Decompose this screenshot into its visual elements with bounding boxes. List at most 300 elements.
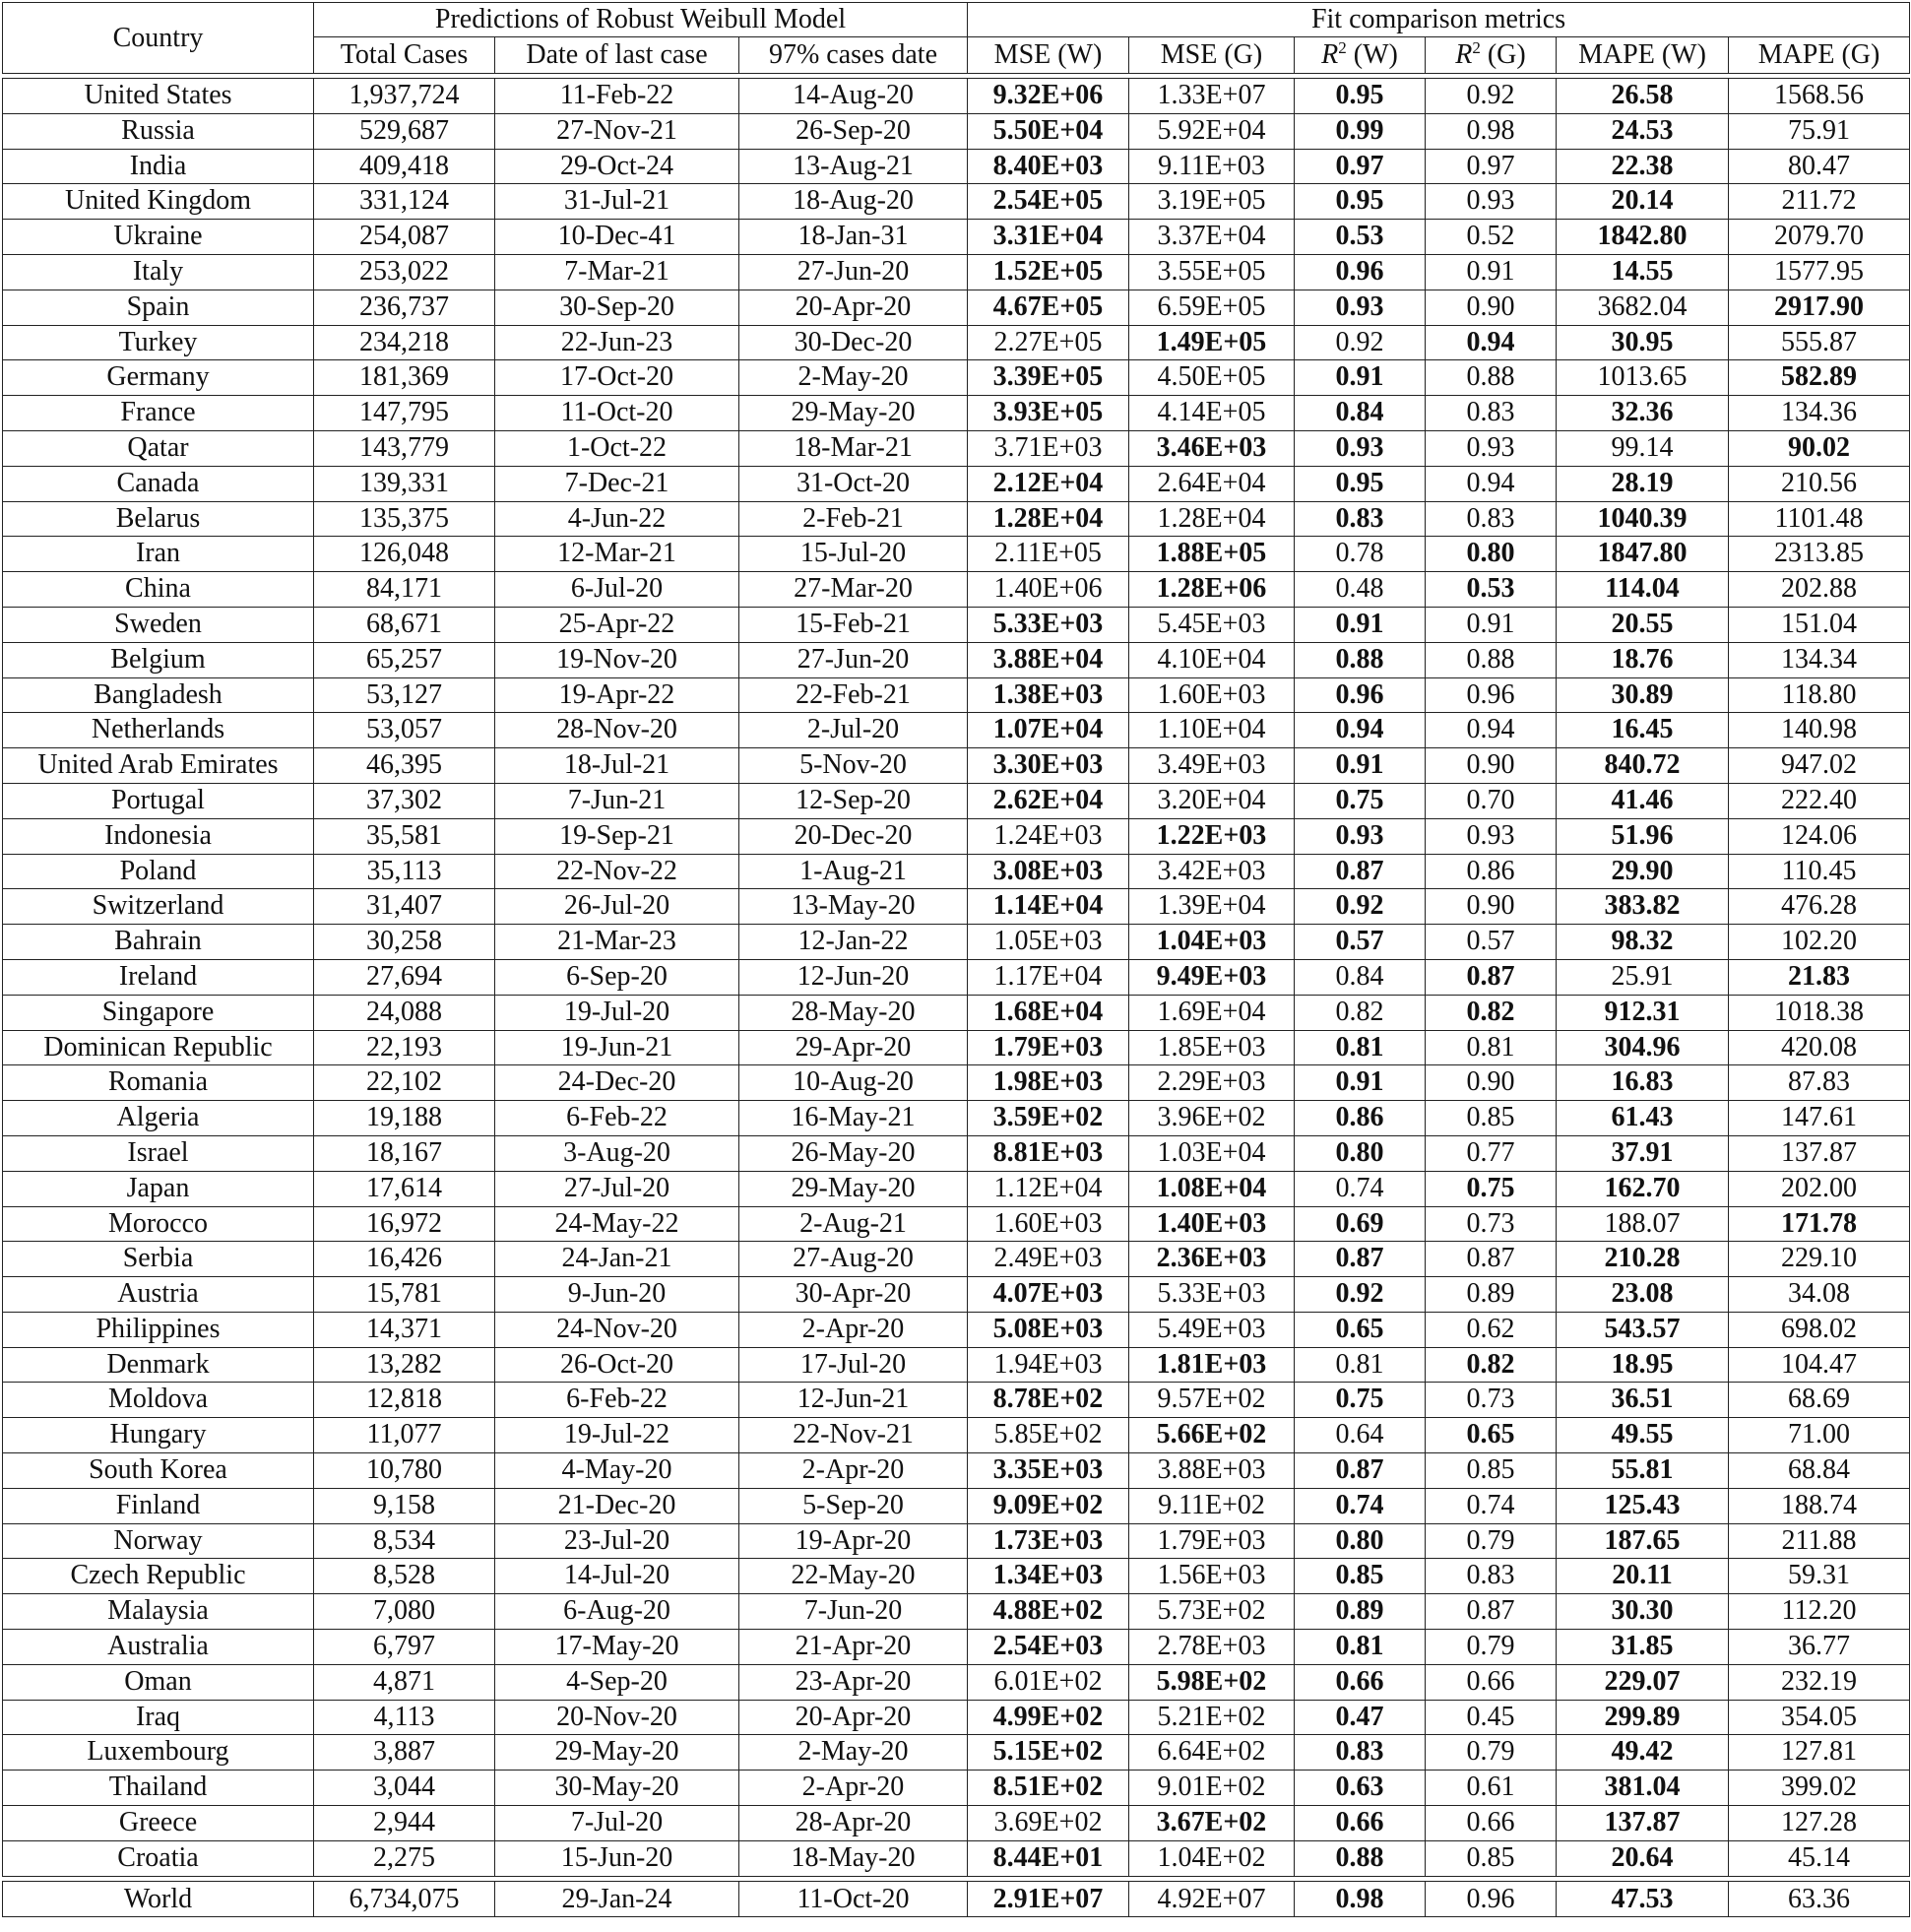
cell-97-cases-date: 15-Feb-21 — [739, 607, 968, 642]
table-row — [3, 501, 1910, 537]
cell-date-last-case: 7-Jun-21 — [495, 783, 739, 818]
cell-country: Austria — [3, 1277, 314, 1313]
cell-mape-g: 71.00 — [1729, 1418, 1910, 1453]
cell-r2-w: 0.85 — [1295, 1559, 1426, 1594]
cell-97-cases-date: 2-Apr-20 — [739, 1453, 968, 1489]
cell-mape-g: 211.72 — [1729, 184, 1910, 220]
cell-mape-w: 188.07 — [1557, 1206, 1729, 1242]
cell-r2-w: 0.81 — [1295, 1347, 1426, 1383]
cell-date-last-case: 1-Oct-22 — [495, 430, 739, 466]
cell-mape-g: 36.77 — [1729, 1630, 1910, 1665]
cell-total-cases: 126,048 — [314, 537, 495, 572]
table-row — [3, 290, 1910, 325]
cell-country: Bangladesh — [3, 677, 314, 713]
cell-mse-w: 3.30E+03 — [968, 748, 1129, 784]
table-row — [3, 254, 1910, 290]
cell-total-cases: 3,044 — [314, 1771, 495, 1806]
cell-r2-w: 0.92 — [1295, 1277, 1426, 1313]
cell-r2-g: 0.94 — [1426, 325, 1557, 360]
cell-r2-w: 0.92 — [1295, 889, 1426, 925]
cell-mape-g: 222.40 — [1729, 783, 1910, 818]
cell-mape-g: 90.02 — [1729, 430, 1910, 466]
cell-97-cases-date: 20-Apr-20 — [739, 290, 968, 325]
cell-mse-g: 1.69E+04 — [1129, 995, 1295, 1030]
world-row — [3, 1881, 1910, 1916]
cell-97-cases-date: 27-Jun-20 — [739, 254, 968, 290]
cell-mse-g: 1.04E+03 — [1129, 925, 1295, 960]
cell-97-cases-date: 27-Mar-20 — [739, 572, 968, 608]
cell-mse-g: 2.78E+03 — [1129, 1630, 1295, 1665]
cell-r2-g: 0.83 — [1426, 1559, 1557, 1594]
cell-mape-g: 45.14 — [1729, 1840, 1910, 1876]
cell-total-cases: 11,077 — [314, 1418, 495, 1453]
cell-mse-w: 3.93E+05 — [968, 396, 1129, 431]
cell-r2-g: 0.88 — [1426, 642, 1557, 677]
cell-r2-w: 0.78 — [1295, 537, 1426, 572]
cell-total-cases: 35,113 — [314, 854, 495, 889]
cell-mse-w: 4.99E+02 — [968, 1700, 1129, 1735]
cell-mse-w: 5.33E+03 — [968, 607, 1129, 642]
cell-date-last-case: 6-Aug-20 — [495, 1594, 739, 1630]
cell-date-last-case: 25-Apr-22 — [495, 607, 739, 642]
cell-date-last-case: 29-Oct-24 — [495, 149, 739, 184]
cell-mape-w: 32.36 — [1557, 396, 1729, 431]
cell-r2-w: 0.88 — [1295, 642, 1426, 677]
cell-mape-w: 16.83 — [1557, 1065, 1729, 1101]
cell-total-cases: 529,687 — [314, 113, 495, 149]
results-table — [2, 2, 1910, 1917]
cell-mape-w: 18.76 — [1557, 642, 1729, 677]
cell-mse-g: 2.29E+03 — [1129, 1065, 1295, 1101]
cell-date-last-case: 6-Feb-22 — [495, 1101, 739, 1136]
cell-country: Denmark — [3, 1347, 314, 1383]
cell-country: Sweden — [3, 607, 314, 642]
cell-mape-g: 59.31 — [1729, 1559, 1910, 1594]
cell-date-last-case: 6-Feb-22 — [495, 1383, 739, 1418]
cell-total-cases: 6,797 — [314, 1630, 495, 1665]
cell-97-cases-date: 2-Apr-20 — [739, 1771, 968, 1806]
cell-97-cases-date: 2-Apr-20 — [739, 1312, 968, 1347]
cell-mape-g: 399.02 — [1729, 1771, 1910, 1806]
cell-r2-g: 0.93 — [1426, 818, 1557, 854]
cell-mse-w: 1.34E+03 — [968, 1559, 1129, 1594]
header-mape-w: MAPE (W) — [1557, 37, 1729, 74]
cell-mape-w: 229.07 — [1557, 1664, 1729, 1700]
cell-mse-g: 5.45E+03 — [1129, 607, 1295, 642]
cell-date-last-case: 20-Nov-20 — [495, 1700, 739, 1735]
table-row — [3, 713, 1910, 748]
cell-97-cases-date: 19-Apr-20 — [739, 1523, 968, 1559]
cell-country: South Korea — [3, 1453, 314, 1489]
cell-mape-g: 134.36 — [1729, 396, 1910, 431]
cell-mape-g: 80.47 — [1729, 149, 1910, 184]
cell-r2-w: 0.95 — [1295, 79, 1426, 114]
cell-country: Israel — [3, 1135, 314, 1171]
cell-mape-w: 30.95 — [1557, 325, 1729, 360]
cell-mse-w: 3.08E+03 — [968, 854, 1129, 889]
cell-mape-g: 1577.95 — [1729, 254, 1910, 290]
cell-date-last-case: 29-Jan-24 — [495, 1881, 739, 1916]
cell-mape-w: 22.38 — [1557, 149, 1729, 184]
cell-date-last-case: 6-Jul-20 — [495, 572, 739, 608]
cell-r2-w: 0.98 — [1295, 1881, 1426, 1916]
cell-date-last-case: 3-Aug-20 — [495, 1135, 739, 1171]
cell-r2-g: 0.75 — [1426, 1171, 1557, 1206]
cell-total-cases: 17,614 — [314, 1171, 495, 1206]
cell-total-cases: 16,972 — [314, 1206, 495, 1242]
r2-g-superscript: 2 — [1472, 38, 1481, 57]
cell-country: United Kingdom — [3, 184, 314, 220]
cell-mse-w: 1.40E+06 — [968, 572, 1129, 608]
cell-r2-w: 0.94 — [1295, 713, 1426, 748]
cell-mse-w: 1.98E+03 — [968, 1065, 1129, 1101]
cell-r2-w: 0.80 — [1295, 1135, 1426, 1171]
cell-total-cases: 15,781 — [314, 1277, 495, 1313]
cell-r2-g: 0.93 — [1426, 184, 1557, 220]
cell-mape-g: 171.78 — [1729, 1206, 1910, 1242]
cell-mse-w: 8.40E+03 — [968, 149, 1129, 184]
cell-97-cases-date: 7-Jun-20 — [739, 1594, 968, 1630]
cell-date-last-case: 4-Jun-22 — [495, 501, 739, 537]
header-group-predictions: Predictions of Robust Weibull Model — [314, 3, 968, 37]
cell-mse-g: 9.01E+02 — [1129, 1771, 1295, 1806]
cell-total-cases: 30,258 — [314, 925, 495, 960]
cell-total-cases: 8,534 — [314, 1523, 495, 1559]
cell-total-cases: 6,734,075 — [314, 1881, 495, 1916]
cell-mape-g: 2917.90 — [1729, 290, 1910, 325]
cell-country: Netherlands — [3, 713, 314, 748]
header-date-last-case: Date of last case — [495, 37, 739, 74]
table-row — [3, 925, 1910, 960]
cell-97-cases-date: 22-May-20 — [739, 1559, 968, 1594]
cell-country: Serbia — [3, 1242, 314, 1277]
cell-mse-g: 3.55E+05 — [1129, 254, 1295, 290]
cell-mape-g: 202.00 — [1729, 1171, 1910, 1206]
cell-date-last-case: 19-Jul-22 — [495, 1418, 739, 1453]
cell-r2-w: 0.53 — [1295, 220, 1426, 255]
table-row — [3, 1101, 1910, 1136]
cell-mape-w: 840.72 — [1557, 748, 1729, 784]
cell-mape-g: 420.08 — [1729, 1030, 1910, 1065]
cell-country: Qatar — [3, 430, 314, 466]
table-row — [3, 1383, 1910, 1418]
cell-total-cases: 331,124 — [314, 184, 495, 220]
cell-mse-w: 1.79E+03 — [968, 1030, 1129, 1065]
cell-total-cases: 143,779 — [314, 430, 495, 466]
cell-date-last-case: 11-Feb-22 — [495, 79, 739, 114]
cell-97-cases-date: 18-Jan-31 — [739, 220, 968, 255]
cell-r2-g: 0.92 — [1426, 79, 1557, 114]
cell-date-last-case: 6-Sep-20 — [495, 959, 739, 995]
cell-r2-w: 0.47 — [1295, 1700, 1426, 1735]
table-row — [3, 1171, 1910, 1206]
cell-97-cases-date: 30-Dec-20 — [739, 325, 968, 360]
cell-r2-g: 0.82 — [1426, 995, 1557, 1030]
cell-97-cases-date: 18-Mar-21 — [739, 430, 968, 466]
cell-97-cases-date: 29-Apr-20 — [739, 1030, 968, 1065]
cell-97-cases-date: 30-Apr-20 — [739, 1277, 968, 1313]
cell-97-cases-date: 23-Apr-20 — [739, 1664, 968, 1700]
table-row — [3, 1347, 1910, 1383]
cell-country: Portugal — [3, 783, 314, 818]
cell-date-last-case: 30-May-20 — [495, 1771, 739, 1806]
cell-date-last-case: 22-Jun-23 — [495, 325, 739, 360]
cell-mape-w: 47.53 — [1557, 1881, 1729, 1916]
cell-mse-g: 4.10E+04 — [1129, 642, 1295, 677]
table-row — [3, 1735, 1910, 1771]
cell-r2-w: 0.89 — [1295, 1594, 1426, 1630]
cell-total-cases: 1,937,724 — [314, 79, 495, 114]
cell-total-cases: 24,088 — [314, 995, 495, 1030]
cell-97-cases-date: 20-Apr-20 — [739, 1700, 968, 1735]
cell-mape-w: 61.43 — [1557, 1101, 1729, 1136]
cell-mse-w: 2.11E+05 — [968, 537, 1129, 572]
cell-total-cases: 2,944 — [314, 1806, 495, 1841]
table-row — [3, 396, 1910, 431]
cell-mape-w: 30.30 — [1557, 1594, 1729, 1630]
table-row — [3, 995, 1910, 1030]
cell-mape-w: 23.08 — [1557, 1277, 1729, 1313]
cell-mse-g: 4.50E+05 — [1129, 360, 1295, 396]
cell-mse-w: 6.01E+02 — [968, 1664, 1129, 1700]
cell-r2-w: 0.80 — [1295, 1523, 1426, 1559]
table-row — [3, 854, 1910, 889]
cell-mse-g: 4.14E+05 — [1129, 396, 1295, 431]
cell-mse-w: 8.81E+03 — [968, 1135, 1129, 1171]
cell-r2-g: 0.96 — [1426, 1881, 1557, 1916]
table-row — [3, 1523, 1910, 1559]
table-row — [3, 1488, 1910, 1523]
cell-mse-w: 1.73E+03 — [968, 1523, 1129, 1559]
cell-r2-g: 0.70 — [1426, 783, 1557, 818]
cell-date-last-case: 24-May-22 — [495, 1206, 739, 1242]
cell-mse-g: 3.42E+03 — [1129, 854, 1295, 889]
cell-date-last-case: 9-Jun-20 — [495, 1277, 739, 1313]
cell-mse-g: 1.85E+03 — [1129, 1030, 1295, 1065]
table-row — [3, 642, 1910, 677]
cell-r2-g: 0.65 — [1426, 1418, 1557, 1453]
cell-r2-g: 0.79 — [1426, 1523, 1557, 1559]
cell-mse-g: 3.96E+02 — [1129, 1101, 1295, 1136]
cell-r2-g: 0.91 — [1426, 607, 1557, 642]
cell-r2-w: 0.87 — [1295, 854, 1426, 889]
cell-r2-g: 0.85 — [1426, 1840, 1557, 1876]
cell-mse-w: 5.50E+04 — [968, 113, 1129, 149]
cell-mape-g: 63.36 — [1729, 1881, 1910, 1916]
cell-mse-g: 3.19E+05 — [1129, 184, 1295, 220]
cell-mape-w: 137.87 — [1557, 1806, 1729, 1841]
cell-country: Germany — [3, 360, 314, 396]
table-row — [3, 1030, 1910, 1065]
cell-mse-w: 3.69E+02 — [968, 1806, 1129, 1841]
cell-date-last-case: 17-Oct-20 — [495, 360, 739, 396]
cell-date-last-case: 19-Nov-20 — [495, 642, 739, 677]
table-row — [3, 1594, 1910, 1630]
cell-r2-w: 0.87 — [1295, 1453, 1426, 1489]
cell-r2-g: 0.94 — [1426, 466, 1557, 501]
cell-mse-g: 1.39E+04 — [1129, 889, 1295, 925]
cell-97-cases-date: 31-Oct-20 — [739, 466, 968, 501]
cell-97-cases-date: 12-Jan-22 — [739, 925, 968, 960]
table-row — [3, 818, 1910, 854]
cell-country: Iran — [3, 537, 314, 572]
cell-97-cases-date: 29-May-20 — [739, 1171, 968, 1206]
cell-mape-g: 947.02 — [1729, 748, 1910, 784]
cell-97-cases-date: 2-May-20 — [739, 360, 968, 396]
cell-r2-w: 0.66 — [1295, 1664, 1426, 1700]
cell-total-cases: 7,080 — [314, 1594, 495, 1630]
table-row — [3, 1664, 1910, 1700]
cell-mape-g: 140.98 — [1729, 713, 1910, 748]
cell-mape-g: 582.89 — [1729, 360, 1910, 396]
cell-date-last-case: 7-Jul-20 — [495, 1806, 739, 1841]
table-row — [3, 1206, 1910, 1242]
cell-mse-g: 3.37E+04 — [1129, 220, 1295, 255]
cell-r2-w: 0.91 — [1295, 607, 1426, 642]
cell-r2-w: 0.93 — [1295, 430, 1426, 466]
cell-country: Croatia — [3, 1840, 314, 1876]
cell-97-cases-date: 2-May-20 — [739, 1735, 968, 1771]
cell-mse-g: 9.49E+03 — [1129, 959, 1295, 995]
cell-total-cases: 254,087 — [314, 220, 495, 255]
cell-r2-w: 0.74 — [1295, 1171, 1426, 1206]
table-row — [3, 1135, 1910, 1171]
cell-total-cases: 147,795 — [314, 396, 495, 431]
cell-r2-g: 0.87 — [1426, 1594, 1557, 1630]
cell-total-cases: 68,671 — [314, 607, 495, 642]
cell-97-cases-date: 2-Jul-20 — [739, 713, 968, 748]
cell-mape-w: 36.51 — [1557, 1383, 1729, 1418]
cell-r2-w: 0.86 — [1295, 1101, 1426, 1136]
cell-mse-g: 1.33E+07 — [1129, 79, 1295, 114]
cell-date-last-case: 23-Jul-20 — [495, 1523, 739, 1559]
cell-r2-w: 0.65 — [1295, 1312, 1426, 1347]
cell-mse-g: 5.92E+04 — [1129, 113, 1295, 149]
cell-mse-g: 9.57E+02 — [1129, 1383, 1295, 1418]
cell-mse-w: 1.17E+04 — [968, 959, 1129, 995]
cell-r2-g: 0.94 — [1426, 713, 1557, 748]
cell-date-last-case: 19-Jun-21 — [495, 1030, 739, 1065]
cell-97-cases-date: 28-May-20 — [739, 995, 968, 1030]
table-row — [3, 220, 1910, 255]
cell-date-last-case: 11-Oct-20 — [495, 396, 739, 431]
cell-r2-g: 0.87 — [1426, 1242, 1557, 1277]
cell-r2-g: 0.86 — [1426, 854, 1557, 889]
cell-country: Romania — [3, 1065, 314, 1101]
cell-r2-g: 0.89 — [1426, 1277, 1557, 1313]
cell-mse-g: 1.28E+04 — [1129, 501, 1295, 537]
cell-97-cases-date: 22-Feb-21 — [739, 677, 968, 713]
cell-mape-g: 134.34 — [1729, 642, 1910, 677]
cell-mape-g: 21.83 — [1729, 959, 1910, 995]
cell-r2-w: 0.64 — [1295, 1418, 1426, 1453]
cell-total-cases: 9,158 — [314, 1488, 495, 1523]
cell-mape-g: 34.08 — [1729, 1277, 1910, 1313]
cell-mape-w: 14.55 — [1557, 254, 1729, 290]
cell-r2-g: 0.80 — [1426, 537, 1557, 572]
cell-97-cases-date: 12-Jun-20 — [739, 959, 968, 995]
cell-country: Czech Republic — [3, 1559, 314, 1594]
cell-mse-w: 3.71E+03 — [968, 430, 1129, 466]
table-row — [3, 1312, 1910, 1347]
cell-mse-w: 1.14E+04 — [968, 889, 1129, 925]
cell-date-last-case: 7-Dec-21 — [495, 466, 739, 501]
cell-date-last-case: 14-Jul-20 — [495, 1559, 739, 1594]
cell-mape-w: 20.14 — [1557, 184, 1729, 220]
cell-country: Oman — [3, 1664, 314, 1700]
cell-country: Belarus — [3, 501, 314, 537]
cell-country: Iraq — [3, 1700, 314, 1735]
cell-97-cases-date: 21-Apr-20 — [739, 1630, 968, 1665]
cell-country: Luxembourg — [3, 1735, 314, 1771]
table-row — [3, 1453, 1910, 1489]
cell-mape-w: 41.46 — [1557, 783, 1729, 818]
cell-r2-g: 0.66 — [1426, 1806, 1557, 1841]
table-row — [3, 149, 1910, 184]
cell-mse-w: 2.54E+05 — [968, 184, 1129, 220]
cell-mape-g: 127.81 — [1729, 1735, 1910, 1771]
cell-r2-w: 0.83 — [1295, 1735, 1426, 1771]
cell-date-last-case: 24-Nov-20 — [495, 1312, 739, 1347]
cell-mape-g: 2313.85 — [1729, 537, 1910, 572]
cell-date-last-case: 19-Sep-21 — [495, 818, 739, 854]
cell-mape-w: 125.43 — [1557, 1488, 1729, 1523]
cell-r2-g: 0.90 — [1426, 748, 1557, 784]
cell-r2-w: 0.87 — [1295, 1242, 1426, 1277]
cell-country: Greece — [3, 1806, 314, 1841]
cell-total-cases: 181,369 — [314, 360, 495, 396]
cell-mse-g: 1.49E+05 — [1129, 325, 1295, 360]
cell-mse-g: 5.66E+02 — [1129, 1418, 1295, 1453]
cell-date-last-case: 30-Sep-20 — [495, 290, 739, 325]
header-mse-w: MSE (W) — [968, 37, 1129, 74]
cell-97-cases-date: 2-Aug-21 — [739, 1206, 968, 1242]
cell-mape-w: 29.90 — [1557, 854, 1729, 889]
cell-mape-g: 87.83 — [1729, 1065, 1910, 1101]
cell-97-cases-date: 5-Sep-20 — [739, 1488, 968, 1523]
header-mape-g: MAPE (G) — [1729, 37, 1910, 74]
cell-mape-g: 68.84 — [1729, 1453, 1910, 1489]
cell-date-last-case: 19-Jul-20 — [495, 995, 739, 1030]
cell-total-cases: 14,371 — [314, 1312, 495, 1347]
cell-date-last-case: 19-Apr-22 — [495, 677, 739, 713]
table-row — [3, 1700, 1910, 1735]
cell-r2-w: 0.66 — [1295, 1806, 1426, 1841]
table-row — [3, 607, 1910, 642]
cell-97-cases-date: 28-Apr-20 — [739, 1806, 968, 1841]
cell-r2-g: 0.73 — [1426, 1383, 1557, 1418]
table-row — [3, 1806, 1910, 1841]
cell-mse-g: 1.79E+03 — [1129, 1523, 1295, 1559]
cell-mape-w: 98.32 — [1557, 925, 1729, 960]
cell-total-cases: 139,331 — [314, 466, 495, 501]
cell-mse-g: 2.36E+03 — [1129, 1242, 1295, 1277]
cell-mape-w: 383.82 — [1557, 889, 1729, 925]
cell-country: World — [3, 1881, 314, 1916]
cell-97-cases-date: 5-Nov-20 — [739, 748, 968, 784]
cell-r2-w: 0.75 — [1295, 1383, 1426, 1418]
cell-country: Canada — [3, 466, 314, 501]
cell-mape-w: 210.28 — [1557, 1242, 1729, 1277]
cell-mse-w: 4.67E+05 — [968, 290, 1129, 325]
cell-mse-w: 2.54E+03 — [968, 1630, 1129, 1665]
cell-r2-w: 0.99 — [1295, 113, 1426, 149]
cell-r2-w: 0.91 — [1295, 748, 1426, 784]
cell-mse-w: 3.35E+03 — [968, 1453, 1129, 1489]
cell-mse-g: 9.11E+02 — [1129, 1488, 1295, 1523]
cell-r2-w: 0.84 — [1295, 959, 1426, 995]
cell-date-last-case: 12-Mar-21 — [495, 537, 739, 572]
